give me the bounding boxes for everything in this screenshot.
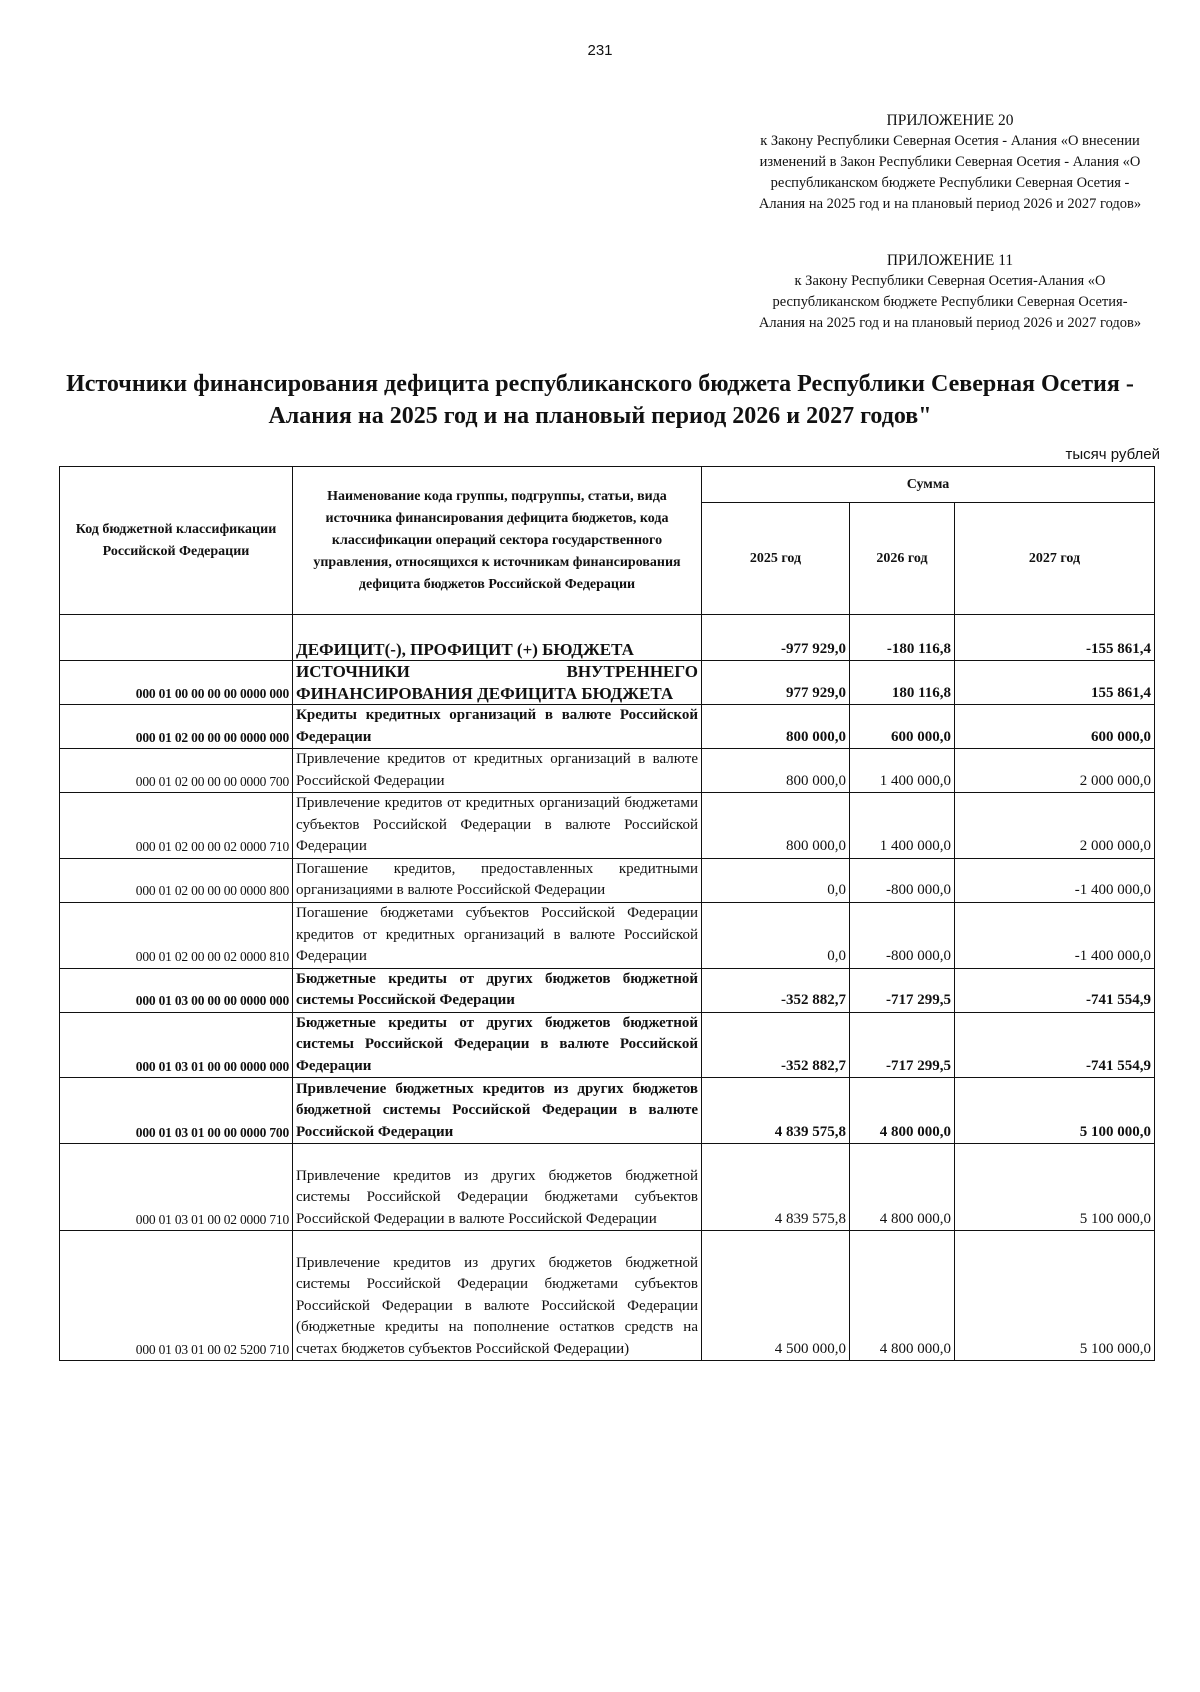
- code-cell: 000 01 03 01 00 02 5200 710: [60, 1231, 293, 1361]
- code-cell: 000 01 02 00 00 00 0000 000: [60, 705, 293, 749]
- name-cell: Кредиты кредитных организаций в валюте Российской Федерации: [293, 705, 702, 749]
- code-cell: 000 01 03 01 00 00 0000 000: [60, 1012, 293, 1078]
- name-cell: Погашение бюджетами субъектов Российской Федерации кредитов от кредитных организаций в валюте Российской Федерации: [293, 902, 702, 968]
- value-2027-cell: 5 100 000,0: [955, 1231, 1155, 1361]
- value-2025-cell: 4 500 000,0: [702, 1231, 850, 1361]
- appendix-20-heading: ПРИЛОЖЕНИЕ 20: [886, 112, 1014, 129]
- name-cell: Привлечение кредитов от кредитных организаций бюджетами субъектов Российской Федерации в валюте Российской Федерации: [293, 793, 702, 859]
- value-2025-cell: 0,0: [702, 858, 850, 902]
- units-label: тысяч рублей: [1065, 446, 1160, 463]
- table-row: [60, 793, 1155, 859]
- code-cell: 000 01 00 00 00 00 0000 000: [60, 661, 293, 705]
- appendix-11-text: к Закону Республики Северная Осетия-Алания «О республиканском бюджете Республики Северная Осетия-Алания на 2025 год и на плановый период 2026 и 2027 годов»: [758, 273, 1142, 331]
- value-2027-cell: 2 000 000,0: [955, 793, 1155, 859]
- appendix-20-text: к Закону Республики Северная Осетия - Алания «О внесении изменений в Закон Республики Северная Осетия - Алания «О республиканском бюджете Республики Северная Осетия - Алания на 2025 год и на плановый период 2026 и 2027 годов»: [758, 133, 1142, 212]
- value-2026-cell: -180 116,8: [850, 615, 955, 661]
- appendix-11-heading: ПРИЛОЖЕНИЕ 11: [886, 252, 1014, 269]
- table-row: [60, 661, 1155, 705]
- value-2025-cell: 4 839 575,8: [702, 1144, 850, 1231]
- value-2027-cell: -741 554,9: [955, 968, 1155, 1012]
- value-2027-cell: -1 400 000,0: [955, 902, 1155, 968]
- table-row: [60, 1078, 1155, 1144]
- code-cell: 000 01 02 00 00 02 0000 810: [60, 902, 293, 968]
- value-2027-cell: 155 861,4: [955, 661, 1155, 705]
- table-row: [60, 1231, 1155, 1361]
- code-cell: 000 01 02 00 00 02 0000 710: [60, 793, 293, 859]
- value-2026-cell: 1 400 000,0: [850, 749, 955, 793]
- value-2025-cell: 0,0: [702, 902, 850, 968]
- code-cell: 000 01 03 01 00 02 0000 710: [60, 1144, 293, 1231]
- appendix-20-block: [750, 110, 1150, 215]
- table-row: [60, 705, 1155, 749]
- value-2027-cell: 2 000 000,0: [955, 749, 1155, 793]
- value-2026-cell: 4 800 000,0: [850, 1144, 955, 1231]
- budget-sources-table: [59, 466, 1155, 1361]
- value-2026-cell: 4 800 000,0: [850, 1231, 955, 1361]
- value-2027-cell: -741 554,9: [955, 1012, 1155, 1078]
- document-title: Источники финансирования дефицита республиканского бюджета Республики Северная Осетия - Алания на 2025 год и на плановый период 2026 и 2027 годов": [66, 371, 1134, 429]
- value-2025-cell: 800 000,0: [702, 749, 850, 793]
- code-cell: 000 01 02 00 00 00 0000 800: [60, 858, 293, 902]
- table-row: [60, 615, 1155, 661]
- code-cell: 000 01 03 01 00 00 0000 700: [60, 1078, 293, 1144]
- table-row: [60, 858, 1155, 902]
- header-year-2026: 2026 год: [850, 503, 955, 615]
- header-name: Наименование кода группы, подгруппы, статьи, вида источника финансирования дефицита бюджетов, кода классификации операций сектора государственного управления, относящихся к источникам финансирования дефицита бюджетов Российской Федерации: [293, 467, 702, 615]
- header-sum: Сумма: [702, 467, 1155, 503]
- value-2026-cell: 600 000,0: [850, 705, 955, 749]
- name-cell: Бюджетные кредиты от других бюджетов бюджетной системы Российской Федерации в валюте Российской Федерации: [293, 1012, 702, 1078]
- value-2027-cell: -155 861,4: [955, 615, 1155, 661]
- value-2026-cell: -800 000,0: [850, 858, 955, 902]
- name-cell: Привлечение кредитов из других бюджетов бюджетной системы Российской Федерации бюджетами субъектов Российской Федерации в валюте Российской Федерации (бюджетные кредиты на пополнение остатков средств на счетах бюджетов субъектов Российской Федерации): [293, 1231, 702, 1361]
- header-year-2027: 2027 год: [955, 503, 1155, 615]
- table-row: [60, 1012, 1155, 1078]
- value-2025-cell: -352 882,7: [702, 968, 850, 1012]
- value-2027-cell: 5 100 000,0: [955, 1078, 1155, 1144]
- value-2026-cell: 180 116,8: [850, 661, 955, 705]
- value-2025-cell: 4 839 575,8: [702, 1078, 850, 1144]
- name-cell: ДЕФИЦИТ(-), ПРОФИЦИТ (+) БЮДЖЕТА: [293, 615, 702, 661]
- header-year-2025: 2025 год: [702, 503, 850, 615]
- value-2026-cell: -800 000,0: [850, 902, 955, 968]
- value-2026-cell: 1 400 000,0: [850, 793, 955, 859]
- name-cell: Привлечение кредитов от кредитных организаций в валюте Российской Федерации: [293, 749, 702, 793]
- value-2026-cell: -717 299,5: [850, 968, 955, 1012]
- value-2025-cell: 977 929,0: [702, 661, 850, 705]
- value-2025-cell: -977 929,0: [702, 615, 850, 661]
- name-cell: Привлечение кредитов из других бюджетов бюджетной системы Российской Федерации бюджетами субъектов Российской Федерации в валюте Российской Федерации: [293, 1144, 702, 1231]
- value-2026-cell: -717 299,5: [850, 1012, 955, 1078]
- code-cell: 000 01 03 00 00 00 0000 000: [60, 968, 293, 1012]
- value-2026-cell: 4 800 000,0: [850, 1078, 955, 1144]
- table-row: [60, 1144, 1155, 1231]
- value-2027-cell: 5 100 000,0: [955, 1144, 1155, 1231]
- value-2025-cell: 800 000,0: [702, 705, 850, 749]
- code-cell: [60, 615, 293, 661]
- page-number: 231: [587, 42, 613, 59]
- value-2025-cell: -352 882,7: [702, 1012, 850, 1078]
- value-2027-cell: 600 000,0: [955, 705, 1155, 749]
- name-cell: Привлечение бюджетных кредитов из других бюджетов бюджетной системы Российской Федерации в валюте Российской Федерации: [293, 1078, 702, 1144]
- table-header-row: [60, 467, 1155, 503]
- table-row: [60, 902, 1155, 968]
- name-cell: Погашение кредитов, предоставленных кредитными организациями в валюте Российской Федерации: [293, 858, 702, 902]
- code-cell: 000 01 02 00 00 00 0000 700: [60, 749, 293, 793]
- value-2025-cell: 800 000,0: [702, 793, 850, 859]
- value-2027-cell: -1 400 000,0: [955, 858, 1155, 902]
- header-code: Код бюджетной классификации Российской Федерации: [60, 467, 293, 615]
- table-row: [60, 968, 1155, 1012]
- table-row: [60, 749, 1155, 793]
- name-cell: Бюджетные кредиты от других бюджетов бюджетной системы Российской Федерации: [293, 968, 702, 1012]
- appendix-11-block: [750, 250, 1150, 334]
- name-cell: ИСТОЧНИКИ ВНУТРЕННЕГО ФИНАНСИРОВАНИЯ ДЕФИЦИТА БЮДЖЕТА: [293, 661, 702, 705]
